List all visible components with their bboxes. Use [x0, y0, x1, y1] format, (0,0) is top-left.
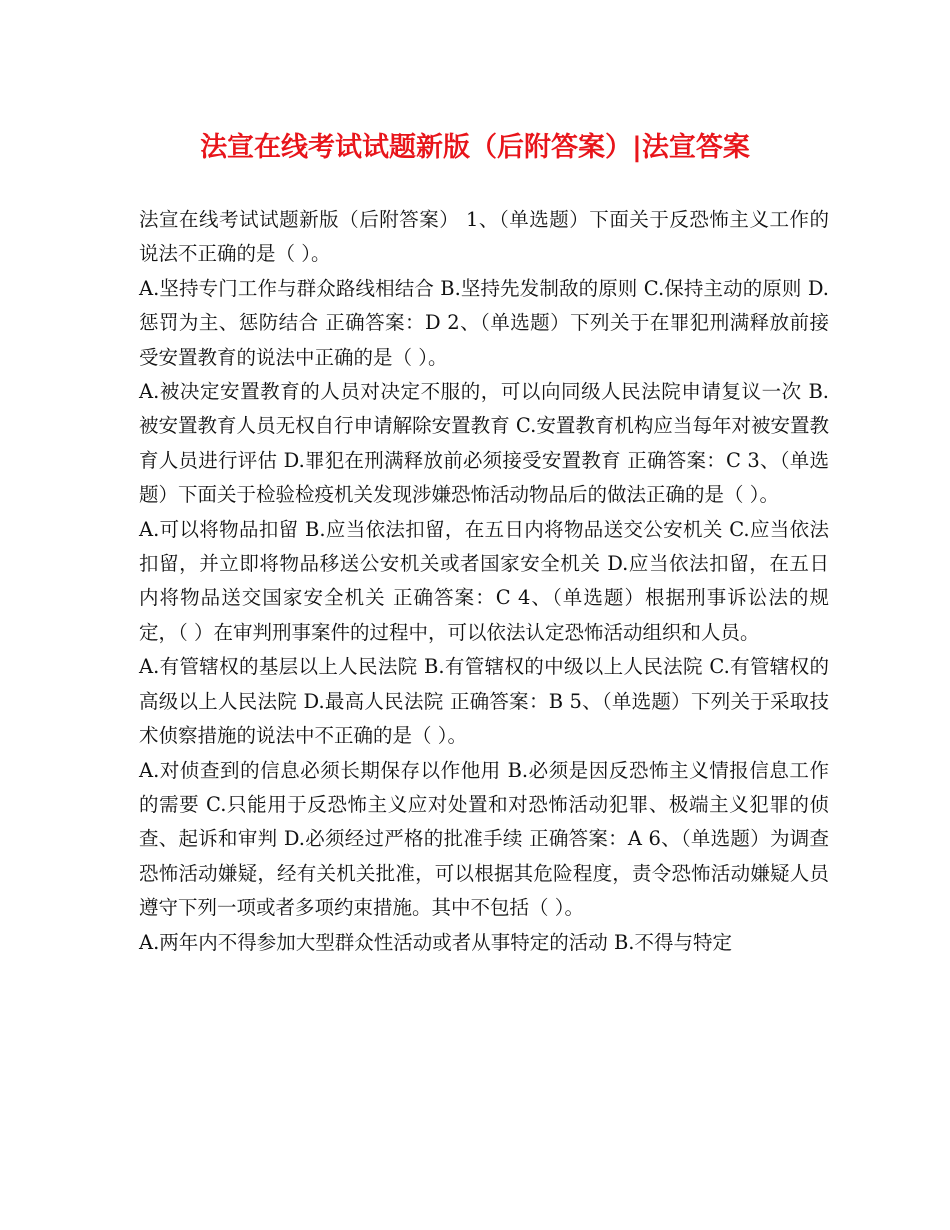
- paragraph-7: A.两年内不得参加大型群众性活动或者从事特定的活动 B.不得与特定: [139, 930, 733, 954]
- paragraph-1: 法宣在线考试试题新版（后附答案） 1、（单选题）下面关于反恐怖主义工作的说法不正确的是（ ）。: [139, 208, 829, 266]
- paragraph-2: A.坚持专门工作与群众路线相结合 B.坚持先发制敌的原则 C.保持主动的原则 D.惩罚为主、惩防结合 正确答案：D 2、（单选题）下列关于在罪犯刑满释放前接受安置教育的说法中正确的是（ ）。: [139, 276, 829, 369]
- paragraph-3: A.被决定安置教育的人员对决定不服的，可以向同级人民法院申请复议一次 B.被安置教育人员无权自行申请解除安置教育 C.安置教育机构应当每年对被安置教育人员进行评估 D.罪犯在刑满释放前必须接受安置教育 正确答案：C 3、（单选题）下面关于检验检疫机关发现涉嫌恐怖活动物品后的做法正确的是（ ）。: [139, 380, 829, 507]
- paragraph-4: A.可以将物品扣留 B.应当依法扣留，在五日内将物品送交公安机关 C.应当依法扣留，并立即将物品移送公安机关或者国家安全机关 D.应当依法扣留，在五日内将物品送交国家安全机关 正确答案：C 4、（单选题）根据刑事诉讼法的规定，（ ）在审判刑事案件的过程中，可以依法认定恐怖活动组织和人员。: [139, 517, 829, 644]
- paragraph-5: A.有管辖权的基层以上人民法院 B.有管辖权的中级以上人民法院 C.有管辖权的高级以上人民法院 D.最高人民法院 正确答案：B 5、（单选题）下列关于采取技术侦察措施的说法中不正确的是（ ）。: [139, 655, 829, 748]
- paragraph-6: A.对侦查到的信息必须长期保存以作他用 B.必须是因反恐怖主义情报信息工作的需要 C.只能用于反恐怖主义应对处置和对恐怖活动犯罪、极端主义犯罪的侦查、起诉和审判 D.必须经过严格的批准手续 正确答案：A 6、（单选题）为调查恐怖活动嫌疑，经有关机关批准，可以根据其危险程度，责令恐怖活动嫌疑人员遵守下列一项或者多项约束措施。其中不包括（ ）。: [139, 758, 829, 920]
- document-body: [139, 203, 829, 960]
- document-title: 法宣在线考试试题新版（后附答案）|法宣答案: [200, 132, 750, 163]
